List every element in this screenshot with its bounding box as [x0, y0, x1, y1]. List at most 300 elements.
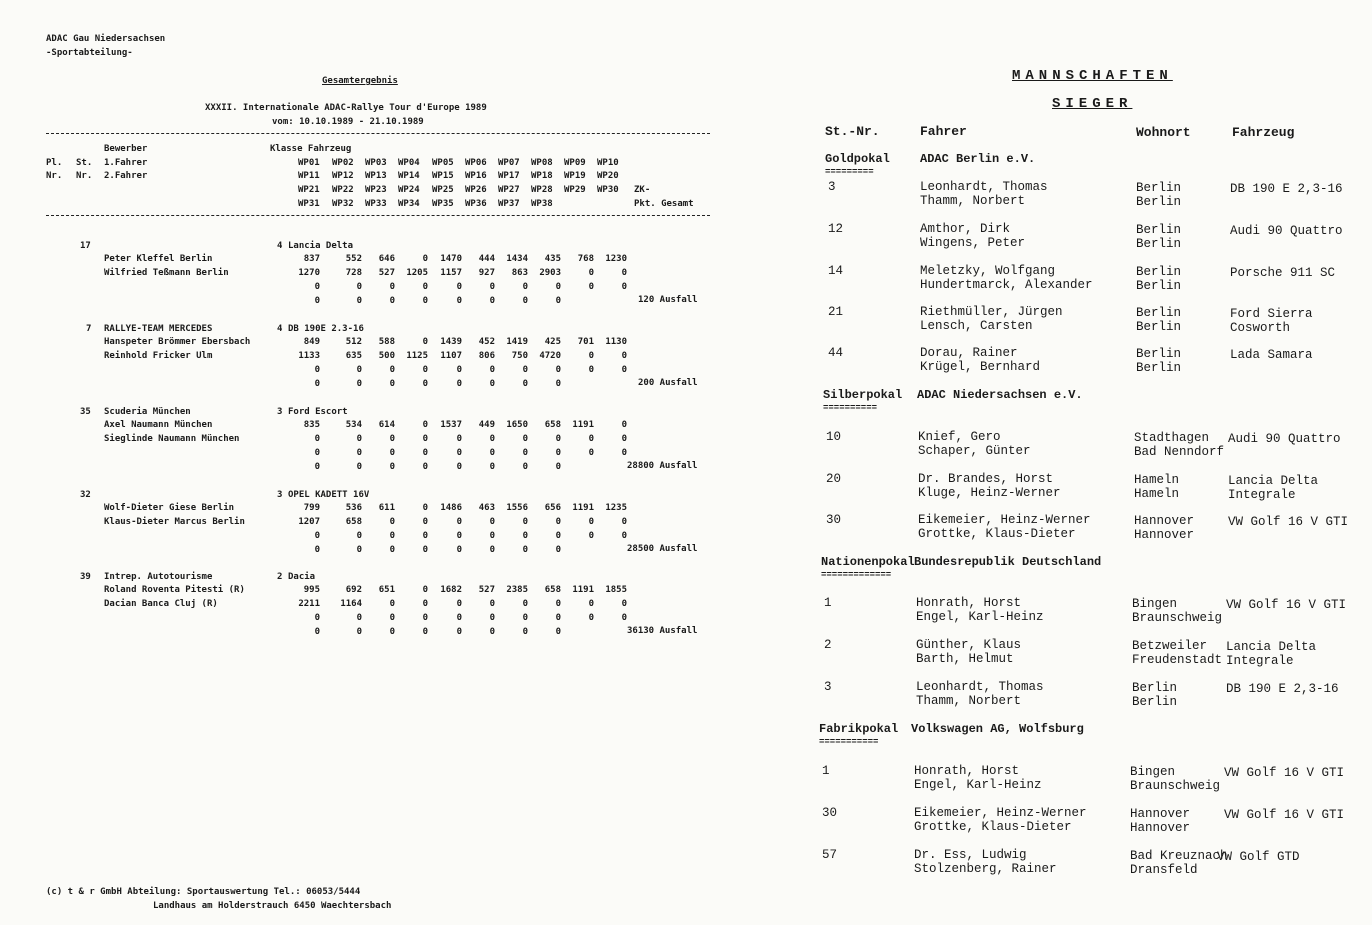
- team-entry-driver2: Schaper, Günter: [918, 444, 1031, 458]
- team-entry-number: 1: [822, 764, 830, 778]
- team-entry-driver1: Leonhardt, Thomas: [916, 680, 1044, 694]
- team-entry-residence2: Berlin: [1136, 320, 1182, 334]
- stage-time: 728: [345, 268, 362, 278]
- team-entry-driver1: Riethmüller, Jürgen: [920, 305, 1063, 319]
- team-entry-number: 30: [826, 513, 842, 527]
- stage-time: 0: [456, 517, 462, 527]
- stage-time: 1650: [506, 420, 528, 430]
- wp-header-cell: WP23: [365, 185, 387, 195]
- stage-time: 0: [422, 517, 428, 527]
- stage-time: 0: [522, 627, 528, 637]
- hdr-klasse: Klasse Fahrzeug: [270, 144, 352, 154]
- stage-time: 552: [345, 254, 362, 264]
- stage-time: 1191: [572, 585, 594, 595]
- wp-header-cell: WP15: [432, 171, 454, 181]
- wp-header-cell: WP27: [498, 185, 520, 195]
- stage-time: 0: [621, 434, 627, 444]
- team-winners-page: [700, 0, 1372, 925]
- stage-time: 0: [555, 599, 561, 609]
- hdr-fahrer1: 1.Fahrer: [104, 158, 148, 168]
- entry-entrant: Intrep. Autotourisme: [104, 572, 213, 582]
- stage-time: 0: [389, 627, 395, 637]
- stage-time: 0: [522, 282, 528, 292]
- stage-time: 611: [378, 503, 395, 513]
- stage-time: 0: [389, 531, 395, 541]
- entry-vehicle: DB 190E 2.3-16: [288, 324, 364, 334]
- stage-time: 1207: [298, 517, 320, 527]
- wp-header-cell: WP37: [498, 199, 520, 209]
- team-entry-driver2: Engel, Karl-Heinz: [914, 778, 1042, 792]
- category-team: ADAC Berlin e.V.: [920, 152, 1036, 166]
- entry-start-number: 39: [80, 572, 91, 582]
- team-entry-residence1: Hannover: [1130, 807, 1191, 821]
- team-entry-driver2: Hundertmarck, Alexander: [920, 278, 1093, 292]
- category-team: Bundesrepublik Deutschland: [914, 555, 1102, 569]
- team-entry-number: 20: [826, 472, 842, 486]
- team-entry-number: 44: [828, 346, 844, 360]
- team-entry-number: 12: [828, 222, 844, 236]
- team-entry-driver2: Engel, Karl-Heinz: [916, 610, 1044, 624]
- stage-time: 0: [555, 462, 561, 472]
- wp-header-cell: WP38: [531, 199, 553, 209]
- hdr-fahrer2: 2.Fahrer: [104, 171, 148, 181]
- team-entry-residence2: Berlin: [1132, 695, 1178, 709]
- wp-header-cell: WP02: [332, 158, 354, 168]
- stage-time: 0: [422, 420, 428, 430]
- stage-time: 0: [489, 434, 495, 444]
- team-entry-driver2: Thamm, Norbert: [920, 194, 1026, 208]
- stage-time: 527: [478, 585, 495, 595]
- entry-result: 28800 Ausfall: [627, 461, 698, 471]
- stage-time: 0: [314, 613, 320, 623]
- team-entry-residence1: Berlin: [1136, 265, 1182, 279]
- category-underline: ===========: [819, 737, 879, 747]
- stage-time: 0: [422, 282, 428, 292]
- team-entry-residence2: Freudenstadt: [1132, 653, 1223, 667]
- stage-time: 0: [522, 462, 528, 472]
- stage-time: 1191: [572, 420, 594, 430]
- entry-class: 3: [277, 490, 283, 500]
- stage-time: 0: [356, 282, 362, 292]
- org-name: ADAC Gau Niedersachsen: [46, 34, 166, 44]
- stage-time: 425: [544, 337, 561, 347]
- hdr-pl: Pl.: [46, 158, 63, 168]
- entry-entrant: RALLYE-TEAM MERCEDES: [104, 324, 213, 334]
- hdr-residence: Wohnort: [1136, 125, 1191, 140]
- team-entry-vehicle: Porsche 911 SC: [1230, 266, 1336, 280]
- team-entry-vehicle: DB 190 E 2,3-16: [1226, 682, 1339, 696]
- entry-class: 2: [277, 572, 283, 582]
- stage-time: 0: [588, 599, 594, 609]
- team-entry-number: 1: [824, 596, 832, 610]
- stage-time: 444: [478, 254, 495, 264]
- stage-time: 658: [345, 517, 362, 527]
- entry-driver1: Peter Kleffel Berlin: [104, 254, 213, 264]
- team-entry-vehicle: VW Golf 16 V GTI: [1224, 808, 1345, 822]
- category-name: Goldpokal: [825, 152, 890, 166]
- stage-time: 0: [422, 296, 428, 306]
- category-name: Nationenpokal: [821, 555, 915, 569]
- stage-time: 0: [422, 462, 428, 472]
- stage-time: 449: [478, 420, 495, 430]
- team-entry-residence2: Berlin: [1136, 361, 1182, 375]
- stage-time: 512: [345, 337, 362, 347]
- stage-time: 0: [621, 268, 627, 278]
- stage-time: 0: [389, 365, 395, 375]
- category-underline: =========: [825, 167, 874, 177]
- stage-time: 0: [389, 613, 395, 623]
- stage-time: 0: [522, 296, 528, 306]
- stage-time: 0: [456, 434, 462, 444]
- stage-time: 0: [588, 365, 594, 375]
- stage-time: 0: [489, 296, 495, 306]
- stage-time: 527: [378, 268, 395, 278]
- team-entry-vehicle: DB 190 E 2,3-16: [1230, 182, 1343, 196]
- stage-time: 500: [378, 351, 395, 361]
- hdr-zk: ZK-: [634, 185, 651, 195]
- stage-time: 0: [456, 448, 462, 458]
- stage-time: 1125: [406, 351, 428, 361]
- stage-time: 0: [356, 462, 362, 472]
- event-title: XXXII. Internationale ADAC-Rallye Tour d'Europe 1989: [205, 103, 487, 113]
- stage-time: 1164: [340, 599, 362, 609]
- wp-header-cell: WP36: [465, 199, 487, 209]
- team-entry-driver1: Leonhardt, Thomas: [920, 180, 1048, 194]
- wp-header-cell: WP26: [465, 185, 487, 195]
- entry-vehicle: Dacia: [288, 572, 316, 582]
- wp-header-cell: WP21: [298, 185, 320, 195]
- stage-time: 4720: [539, 351, 561, 361]
- stage-time: 0: [522, 545, 528, 555]
- stage-time: 651: [378, 585, 395, 595]
- entry-start-number: 17: [80, 241, 91, 251]
- entry-entrant: Scuderia München: [104, 407, 191, 417]
- team-entry-vehicle: Audi 90 Quattro: [1228, 432, 1341, 446]
- wp-header-cell: WP03: [365, 158, 387, 168]
- hdr-vehicle: Fahrzeug: [1232, 125, 1295, 140]
- stage-time: 799: [303, 503, 320, 513]
- stage-time: 1470: [440, 254, 462, 264]
- team-entry-driver2: Kluge, Heinz-Werner: [918, 486, 1061, 500]
- team-entry-driver2: Krügel, Bernhard: [920, 360, 1041, 374]
- stage-time: 0: [555, 517, 561, 527]
- team-entry-driver2: Lensch, Carsten: [920, 319, 1033, 333]
- team-entry-driver1: Honrath, Horst: [914, 764, 1020, 778]
- stage-time: 2211: [298, 599, 320, 609]
- stage-time: 0: [588, 448, 594, 458]
- stage-time: 0: [489, 282, 495, 292]
- team-entry-number: 2: [824, 638, 832, 652]
- team-entry-residence2: Berlin: [1136, 279, 1182, 293]
- category-underline: =============: [821, 570, 892, 580]
- stage-time: 0: [621, 613, 627, 623]
- stage-time: 0: [389, 545, 395, 555]
- team-entry-residence1: Berlin: [1136, 223, 1182, 237]
- stage-time: 0: [356, 379, 362, 389]
- stage-time: 0: [588, 613, 594, 623]
- wp-header-cell: WP14: [398, 171, 420, 181]
- wp-header-cell: WP08: [531, 158, 553, 168]
- entry-driver1: Axel Naumann München: [104, 420, 213, 430]
- stage-time: 0: [489, 365, 495, 375]
- stage-time: 0: [621, 517, 627, 527]
- wp-header-cell: WP09: [564, 158, 586, 168]
- team-entry-residence2: Hannover: [1130, 821, 1191, 835]
- stage-time: 588: [378, 337, 395, 347]
- wp-header-cell: WP30: [597, 185, 619, 195]
- stage-time: 750: [511, 351, 528, 361]
- stage-time: 2385: [506, 585, 528, 595]
- stage-time: 0: [522, 448, 528, 458]
- stage-time: 1270: [298, 268, 320, 278]
- stage-time: 0: [489, 627, 495, 637]
- stage-time: 1230: [605, 254, 627, 264]
- team-entry-driver1: Honrath, Horst: [916, 596, 1022, 610]
- stage-time: 0: [356, 434, 362, 444]
- hdr-bewerber: Bewerber: [104, 144, 148, 154]
- stage-time: 0: [422, 365, 428, 375]
- wp-header-cell: WP10: [597, 158, 619, 168]
- stage-time: 0: [456, 282, 462, 292]
- stage-time: 1130: [605, 337, 627, 347]
- team-entry-residence2: Berlin: [1136, 195, 1182, 209]
- stage-time: 0: [588, 268, 594, 278]
- team-entry-residence2: Braunschweig: [1130, 779, 1221, 793]
- team-entry-driver1: Dr. Ess, Ludwig: [914, 848, 1027, 862]
- wp-header-cell: WP31: [298, 199, 320, 209]
- entry-driver1: Hanspeter Brömmer Ebersbach: [104, 337, 251, 347]
- stage-time: 1205: [406, 268, 428, 278]
- stage-time: 1419: [506, 337, 528, 347]
- stage-time: 0: [522, 365, 528, 375]
- team-entry-driver1: Eikemeier, Heinz-Werner: [918, 513, 1091, 527]
- wp-header-cell: WP11: [298, 171, 320, 181]
- stage-time: 656: [544, 503, 561, 513]
- header-rule-bottom: [46, 215, 710, 216]
- team-entry-residence2: Hannover: [1134, 528, 1195, 542]
- team-entry-driver2: Wingens, Peter: [920, 236, 1026, 250]
- stage-time: 0: [621, 448, 627, 458]
- wp-header-cell: WP24: [398, 185, 420, 195]
- stage-time: 863: [511, 268, 528, 278]
- org-department: -Sportabteilung-: [46, 48, 133, 58]
- stage-time: 806: [478, 351, 495, 361]
- stage-time: 0: [389, 599, 395, 609]
- team-entry-vehicle: VW Golf 16 V GTI: [1228, 515, 1349, 529]
- entry-result: 28500 Ausfall: [627, 544, 698, 554]
- stage-time: 0: [422, 337, 428, 347]
- stage-time: 0: [389, 462, 395, 472]
- team-entry-vehicle: VW Golf 16 V GTI: [1226, 598, 1347, 612]
- stage-time: 0: [314, 282, 320, 292]
- hdr-driver: Fahrer: [920, 124, 967, 139]
- stage-time: 0: [588, 434, 594, 444]
- team-entry-residence2: Braunschweig: [1132, 611, 1223, 625]
- entry-driver2: Sieglinde Naumann München: [104, 434, 240, 444]
- wp-header-cell: WP17: [498, 171, 520, 181]
- team-entry-residence1: Berlin: [1132, 681, 1178, 695]
- stage-time: 1486: [440, 503, 462, 513]
- entry-vehicle: Ford Escort: [288, 407, 348, 417]
- wp-header-cell: WP28: [531, 185, 553, 195]
- stage-time: 0: [314, 545, 320, 555]
- stage-time: 0: [522, 434, 528, 444]
- stage-time: 0: [489, 545, 495, 555]
- event-dates: vom: 10.10.1989 - 21.10.1989: [272, 117, 424, 127]
- stage-time: 0: [356, 531, 362, 541]
- stage-time: 0: [489, 379, 495, 389]
- team-entry-vehicle-variant: Integrale: [1226, 654, 1294, 668]
- page-title: MANNSCHAFTEN: [1012, 68, 1173, 84]
- entry-vehicle: Lancia Delta: [288, 241, 354, 251]
- stage-time: 658: [544, 585, 561, 595]
- stage-time: 0: [389, 379, 395, 389]
- stage-time: 0: [555, 627, 561, 637]
- team-entry-vehicle: Lancia Delta: [1226, 640, 1317, 654]
- team-entry-vehicle-variant: Integrale: [1228, 488, 1296, 502]
- team-entry-number: 21: [828, 305, 844, 319]
- stage-time: 835: [303, 420, 320, 430]
- stage-time: 0: [422, 585, 428, 595]
- stage-time: 0: [621, 351, 627, 361]
- stage-time: 0: [555, 434, 561, 444]
- team-entry-residence1: Betzweiler: [1132, 639, 1208, 653]
- team-entry-vehicle: Lancia Delta: [1228, 474, 1319, 488]
- entry-start-number: 35: [80, 407, 91, 417]
- stage-time: 837: [303, 254, 320, 264]
- stage-time: 463: [478, 503, 495, 513]
- entry-start-number: 32: [80, 490, 91, 500]
- team-entry-vehicle: Audi 90 Quattro: [1230, 224, 1343, 238]
- entry-driver2: Wilfried Teßmann Berlin: [104, 268, 229, 278]
- stage-time: 0: [555, 365, 561, 375]
- page-subtitle: SIEGER: [1052, 96, 1133, 112]
- team-entry-vehicle: VW Golf GTD: [1217, 850, 1300, 864]
- team-entry-driver2: Thamm, Norbert: [916, 694, 1022, 708]
- team-entry-number: 3: [824, 680, 832, 694]
- stage-time: 0: [314, 296, 320, 306]
- stage-time: 0: [522, 531, 528, 541]
- stage-time: 0: [389, 434, 395, 444]
- team-entry-driver2: Grottke, Klaus-Dieter: [918, 527, 1076, 541]
- stage-time: 0: [456, 627, 462, 637]
- wp-header-cell: WP06: [465, 158, 487, 168]
- stage-time: 0: [422, 503, 428, 513]
- stage-time: 0: [588, 282, 594, 292]
- wp-header-cell: WP20: [597, 171, 619, 181]
- wp-header-cell: WP07: [498, 158, 520, 168]
- stage-time: 1235: [605, 503, 627, 513]
- stage-time: 0: [621, 531, 627, 541]
- stage-time: 0: [314, 462, 320, 472]
- team-entry-driver1: Günther, Klaus: [916, 638, 1022, 652]
- stage-time: 0: [588, 351, 594, 361]
- wp-header-cell: WP25: [432, 185, 454, 195]
- stage-time: 0: [621, 420, 627, 430]
- stage-time: 0: [555, 613, 561, 623]
- stage-time: 1439: [440, 337, 462, 347]
- wp-header-cell: WP22: [332, 185, 354, 195]
- entry-class: 3: [277, 407, 283, 417]
- team-entry-number: 14: [828, 264, 844, 278]
- stage-time: 0: [389, 282, 395, 292]
- stage-time: 0: [555, 448, 561, 458]
- stage-time: 1556: [506, 503, 528, 513]
- team-entry-residence1: Berlin: [1136, 181, 1182, 195]
- team-entry-residence2: Berlin: [1136, 237, 1182, 251]
- entry-driver2: Klaus-Dieter Marcus Berlin: [104, 517, 245, 527]
- stage-time: 1133: [298, 351, 320, 361]
- stage-time: 1855: [605, 585, 627, 595]
- stage-time: 0: [422, 379, 428, 389]
- stage-time: 1537: [440, 420, 462, 430]
- stage-time: 0: [456, 545, 462, 555]
- team-entry-residence1: Stadthagen: [1134, 431, 1210, 445]
- wp-header-cell: WP13: [365, 171, 387, 181]
- stage-time: 0: [422, 531, 428, 541]
- team-entry-number: 57: [822, 848, 838, 862]
- entry-driver2: Dacian Banca Cluj (R): [104, 599, 218, 609]
- stage-time: 0: [588, 531, 594, 541]
- stage-time: 0: [621, 282, 627, 292]
- entry-vehicle: OPEL KADETT 16V: [288, 490, 370, 500]
- stage-time: 768: [577, 254, 594, 264]
- stage-time: 1191: [572, 503, 594, 513]
- team-entry-residence2: Bad Nenndorf: [1134, 445, 1225, 459]
- entry-driver1: Wolf-Dieter Giese Berlin: [104, 503, 235, 513]
- team-entry-vehicle: Ford Sierra: [1230, 307, 1313, 321]
- stage-time: 0: [522, 599, 528, 609]
- entry-class: 4: [277, 324, 283, 334]
- team-entry-driver1: Knief, Gero: [918, 430, 1001, 444]
- stage-time: 0: [356, 613, 362, 623]
- team-entry-residence1: Bingen: [1132, 597, 1178, 611]
- entry-driver2: Reinhold Fricker Ulm: [104, 351, 213, 361]
- stage-time: 0: [555, 282, 561, 292]
- wp-header-cell: WP01: [298, 158, 320, 168]
- team-entry-vehicle: Lada Samara: [1230, 348, 1313, 362]
- stage-time: 0: [356, 365, 362, 375]
- stage-time: 0: [356, 296, 362, 306]
- stage-time: 1434: [506, 254, 528, 264]
- stage-time: 0: [588, 517, 594, 527]
- stage-time: 0: [522, 379, 528, 389]
- stage-time: 995: [303, 585, 320, 595]
- stage-time: 0: [456, 365, 462, 375]
- team-entry-number: 10: [826, 430, 842, 444]
- stage-time: 0: [456, 462, 462, 472]
- wp-header-cell: WP05: [432, 158, 454, 168]
- stage-time: 0: [621, 365, 627, 375]
- stage-time: 849: [303, 337, 320, 347]
- team-entry-driver1: Eikemeier, Heinz-Werner: [914, 806, 1087, 820]
- team-entry-residence1: Hameln: [1134, 473, 1180, 487]
- stage-time: 0: [489, 613, 495, 623]
- category-team: Volkswagen AG, Wolfsburg: [911, 722, 1084, 736]
- stage-time: 701: [577, 337, 594, 347]
- stage-time: 0: [314, 448, 320, 458]
- stage-time: 2903: [539, 268, 561, 278]
- team-entry-driver2: Grottke, Klaus-Dieter: [914, 820, 1072, 834]
- stage-time: 452: [478, 337, 495, 347]
- wp-header-cell: WP35: [432, 199, 454, 209]
- category-name: Silberpokal: [823, 388, 903, 402]
- team-entry-residence1: Berlin: [1136, 347, 1182, 361]
- team-entry-residence2: Hameln: [1134, 487, 1180, 501]
- stage-time: 927: [478, 268, 495, 278]
- hdr-start-number: St.-Nr.: [825, 124, 880, 139]
- stage-time: 0: [456, 296, 462, 306]
